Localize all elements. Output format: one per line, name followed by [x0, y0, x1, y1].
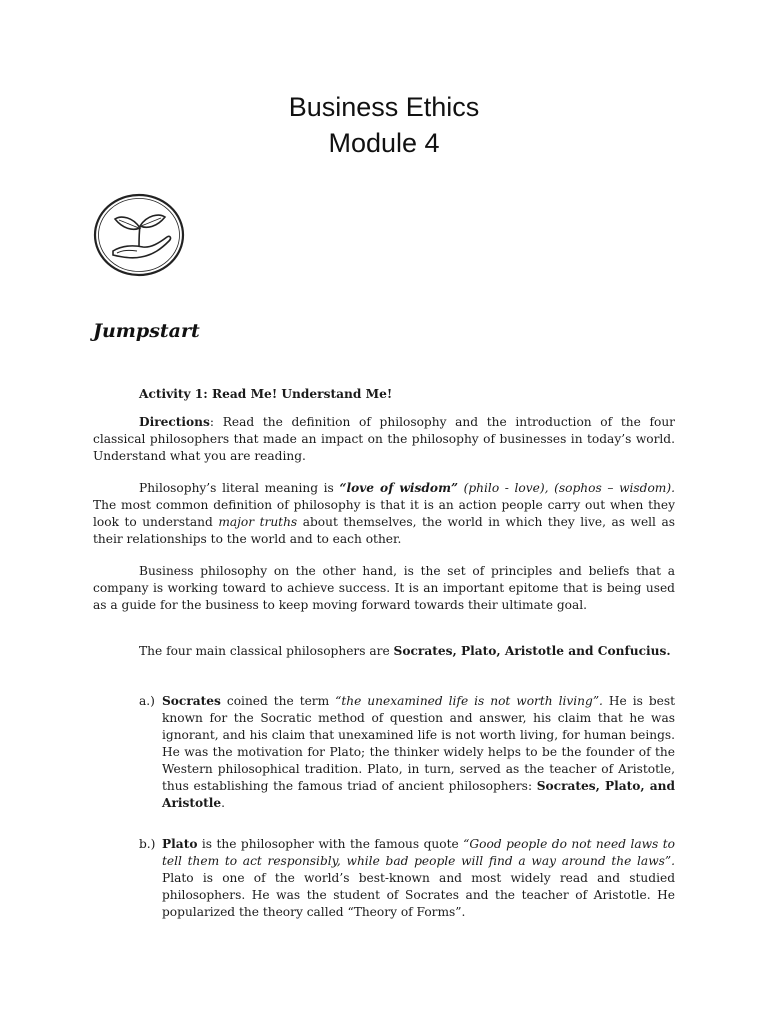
directions-label: Directions: [139, 415, 210, 429]
list-item: [139, 836, 675, 921]
list-item-text: Socrates coined the term “the unexamined life is not worth living”. He is best known for the Socratic method of question and answer, his claim that he was ignorant, and his claim that unexamined life is not worth living, for human beings. He was the motivation for Plato; the thinker widely helps to be the founder of the Western philosophical tradition. Plato, in turn, served as the teacher of Aristotle, thus establishing the famous triad of ancient philosophers: Socrates, Plato, and Aristotle.: [162, 694, 675, 810]
hand-holding-seedling-icon: [93, 193, 185, 277]
list-item: [139, 693, 675, 812]
section-heading: Jumpstart: [93, 320, 200, 342]
page-title: Business Ethics: [288, 92, 480, 122]
activity-title: Activity 1: Read Me! Understand Me!: [139, 387, 393, 401]
directions-paragraph: Directions: Read the definition of philosophy and the introduction of the four classical philosophers that made an impact on the philosophy of businesses in today’s world. Understand what you are reading.: [93, 415, 675, 463]
module-number: Module 4: [328, 128, 440, 158]
business-philosophy-paragraph: Business philosophy on the other hand, is the set of principles and beliefs that a company is working toward to achieve success. It is an important epitome that is being used as a guide for the business to keep moving forward towards their ultimate goal.: [93, 564, 675, 612]
list-marker: a.): [139, 694, 155, 708]
list-item-text: Plato is the philosopher with the famous quote “Good people do not need laws to tell them to act responsibly, while bad people will find a way around the laws”. Plato is one of the world’s best-known and most widely read and studied philosophers. He was the student of Socrates and the teacher of Aristotle. He popularized the theory called “Theory of Forms”.: [162, 837, 675, 919]
philosophy-paragraph: Philosophy’s literal meaning is “love of wisdom” (philo - love), (sophos – wisdom). The most common definition of philosophy is that it is an action people carry out when they look to understand major truths about themselves, the world in which they live, as well as their relationships to the world and to each other.: [93, 481, 675, 546]
four-philosophers-paragraph: The four main classical philosophers are Socrates, Plato, Aristotle and Confucius.: [139, 644, 671, 658]
list-marker: b.): [139, 837, 156, 851]
